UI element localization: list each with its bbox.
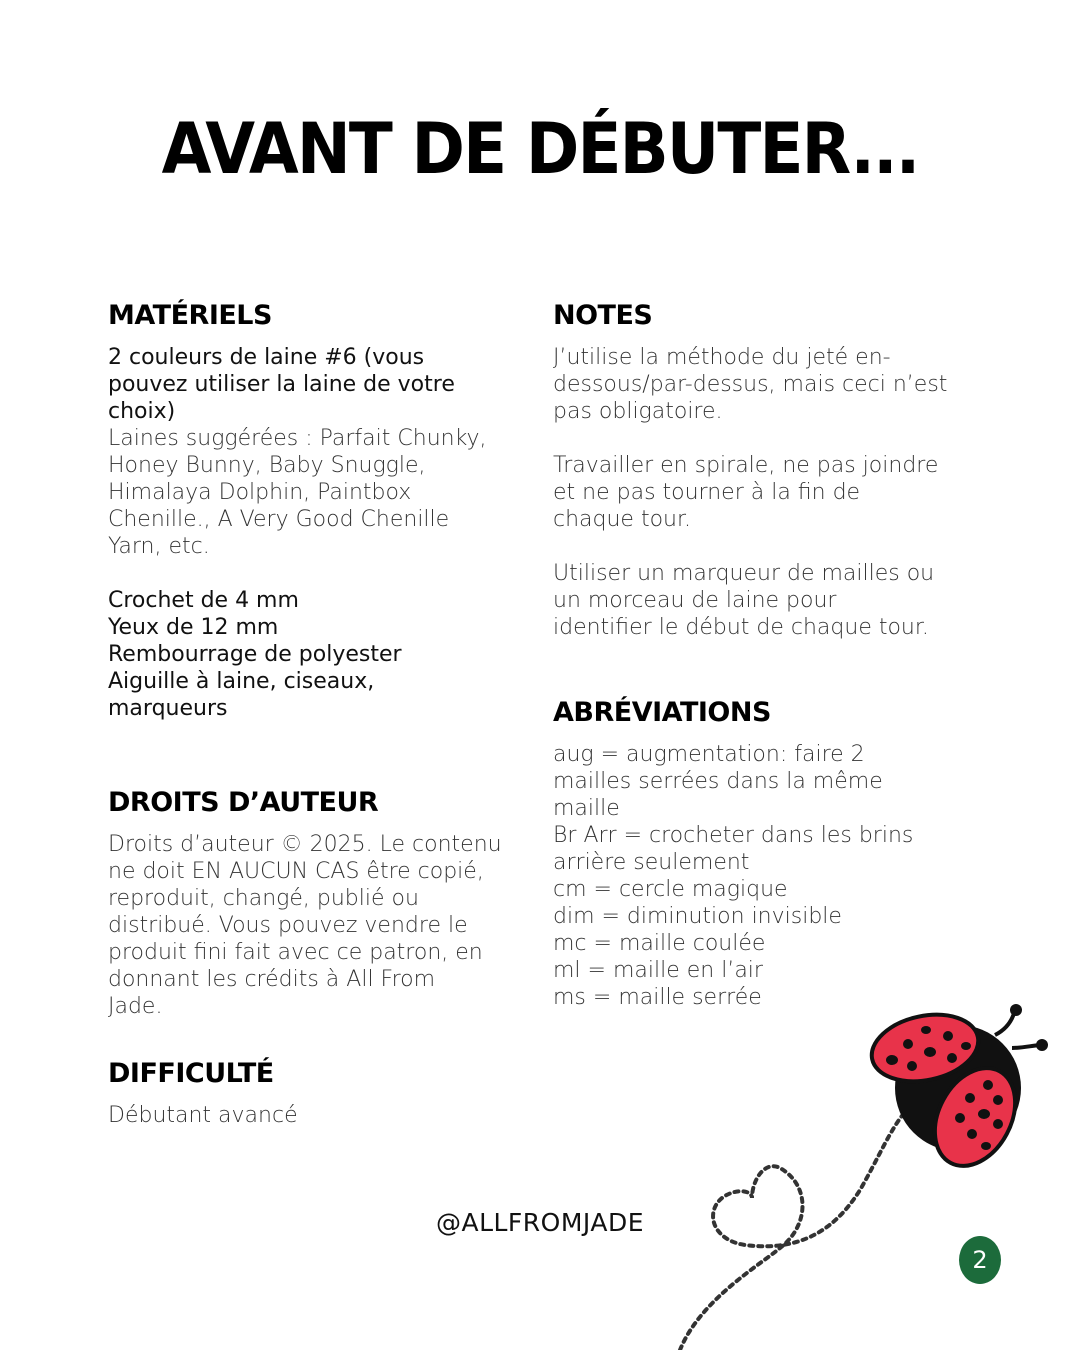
materiels-yarn: 2 couleurs de laine #6 (vous pouvez utiliser la laine de votre choix) bbox=[108, 345, 455, 424]
abreviations-text: aug = augmentation: faire 2 mailles serrées dans la même maille Br Arr = crocheter dans les brins arrière seulement cm = cercle magique dim = diminution invisible mc = maille coulée ml = maille en l’air ms = maille serrée bbox=[553, 742, 914, 1010]
social-handle: @ALLFROMJADE bbox=[435, 1208, 645, 1237]
materiels-heading: MATÉRIELS bbox=[108, 300, 272, 331]
difficulte-heading: DIFFICULTÉ bbox=[108, 1058, 274, 1089]
notes-paragraph-2: Travailler en spirale, ne pas joindre et ne pas tourner à la fin de chaque tour. bbox=[553, 453, 939, 532]
page-title: AVANT DE DÉBUTER... bbox=[161, 108, 919, 190]
droits-text: Droits d’auteur © 2025. Le contenu ne doit EN AUCUN CAS être copié, reproduit, changé, publié ou distribué. Vous pouvez vendre le produit fini fait avec ce patron, en donnant les crédits à All From Jade. bbox=[108, 832, 502, 1019]
page-number-badge: 2 bbox=[959, 1236, 1001, 1284]
droits-heading: DROITS D’AUTEUR bbox=[108, 787, 379, 818]
difficulte-text: Débutant avancé bbox=[108, 1103, 298, 1128]
notes-paragraph-3: Utiliser un marqueur de mailles ou un morceau de laine pour identifier le début de chaque tour. bbox=[553, 561, 935, 640]
materiels-suggested: Laines suggérées : Parfait Chunky, Honey Bunny, Baby Snuggle, Himalaya Dolphin, Paintbox Chenille., A Very Good Chenille Yarn, etc. bbox=[108, 426, 487, 559]
abreviations-heading: ABRÉVIATIONS bbox=[553, 697, 771, 728]
notes-paragraph-1: J’utilise la méthode du jeté en- dessous/par-dessus, mais ceci n’est pas obligatoire. bbox=[553, 345, 948, 424]
notes-heading: NOTES bbox=[553, 300, 653, 331]
materiels-tools: Crochet de 4 mm Yeux de 12 mm Rembourrage de polyester Aiguille à laine, ciseaux, marqueurs bbox=[108, 588, 402, 721]
